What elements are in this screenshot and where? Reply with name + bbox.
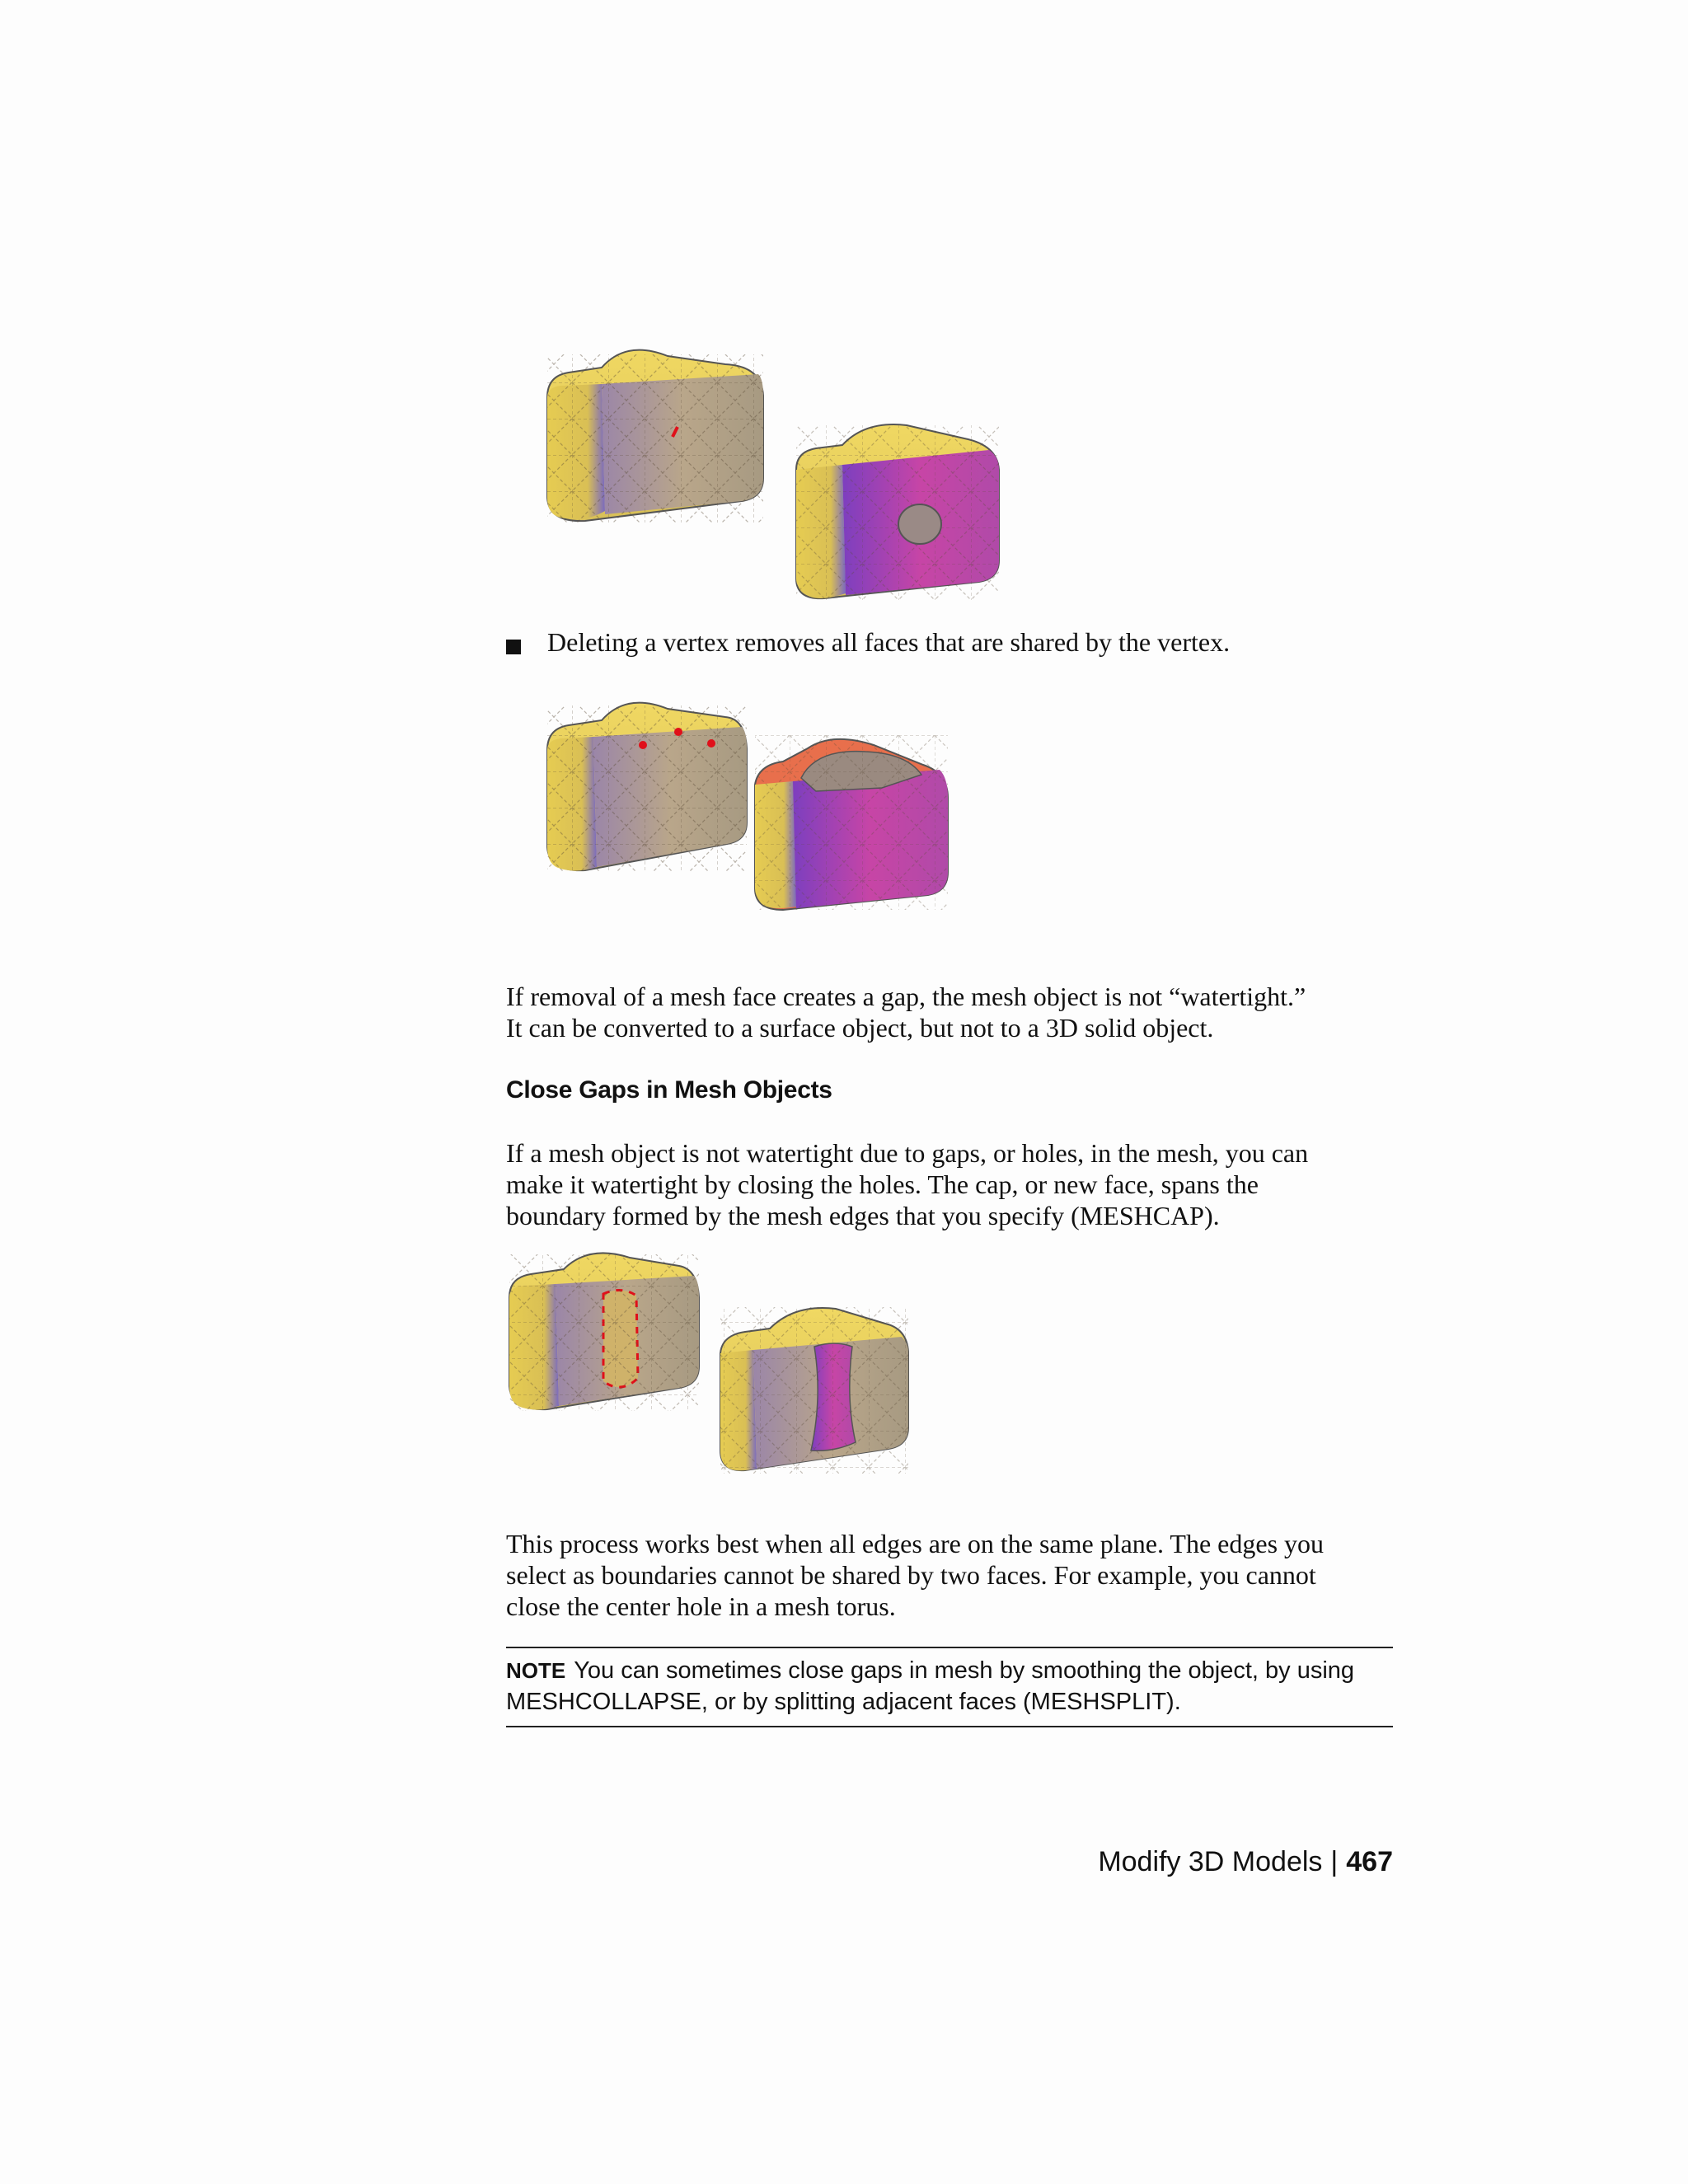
paragraph-line: This process works best when all edges are on the same plane. The edges you [506,1529,1325,1558]
mesh-box-capped [720,1307,908,1474]
footer-section-title: Modify 3D Models [1098,1846,1323,1877]
note-label: NOTE [506,1658,566,1683]
note-text: MESHCOLLAPSE, or by splitting adjacent faces (MESHSPLIT). [506,1689,1181,1715]
vertex-marker [674,728,682,736]
paragraph-line: close the center hole in a mesh torus. [506,1591,896,1621]
footer-separator: | [1330,1846,1339,1877]
note-text: You can sometimes close gaps in mesh by smoothing the object, by using [574,1657,1355,1684]
hole-gap [898,504,941,544]
vertex-marker [707,739,715,748]
mesh-box-before [547,703,747,872]
vertex-marker [639,741,647,749]
paragraph-line: boundary formed by the mesh edges that you specify (MESHCAP). [506,1201,1220,1230]
page-footer [1098,1846,1393,1878]
bullet-item [506,626,1393,658]
figure-meshcap [506,1249,918,1497]
paragraph-line: It can be converted to a surface object, but not to a 3D solid object. [506,1013,1214,1043]
paragraph-line: select as boundaries cannot be shared by two faces. For example, you cannot [506,1560,1316,1590]
mesh-box-after [755,735,948,910]
paragraph-line: make it watertight by closing the holes. The cap, or new face, spans the [506,1169,1259,1199]
mesh-box-open [509,1253,699,1411]
mesh-box-before [547,350,763,523]
bullet-square-icon [506,640,521,654]
paragraph-best-practice [506,1528,1393,1622]
paragraph-line: If a mesh object is not watertight due to gaps, or holes, in the mesh, you can [506,1138,1309,1168]
figure-delete-vertex [536,699,981,913]
mesh-box-after [796,424,999,600]
bullet-text: Deleting a vertex removes all faces that are shared by the vertex. [547,627,1231,657]
page-number: 467 [1346,1846,1393,1877]
paragraph-watertight [506,981,1393,1043]
paragraph-line: If removal of a mesh face creates a gap, the mesh object is not “watertight.” [506,982,1306,1011]
section-heading: Close Gaps in Mesh Objects [506,1076,832,1104]
note-box [506,1647,1393,1727]
paragraph-meshcap [506,1137,1393,1231]
figure-delete-face [536,346,1030,610]
